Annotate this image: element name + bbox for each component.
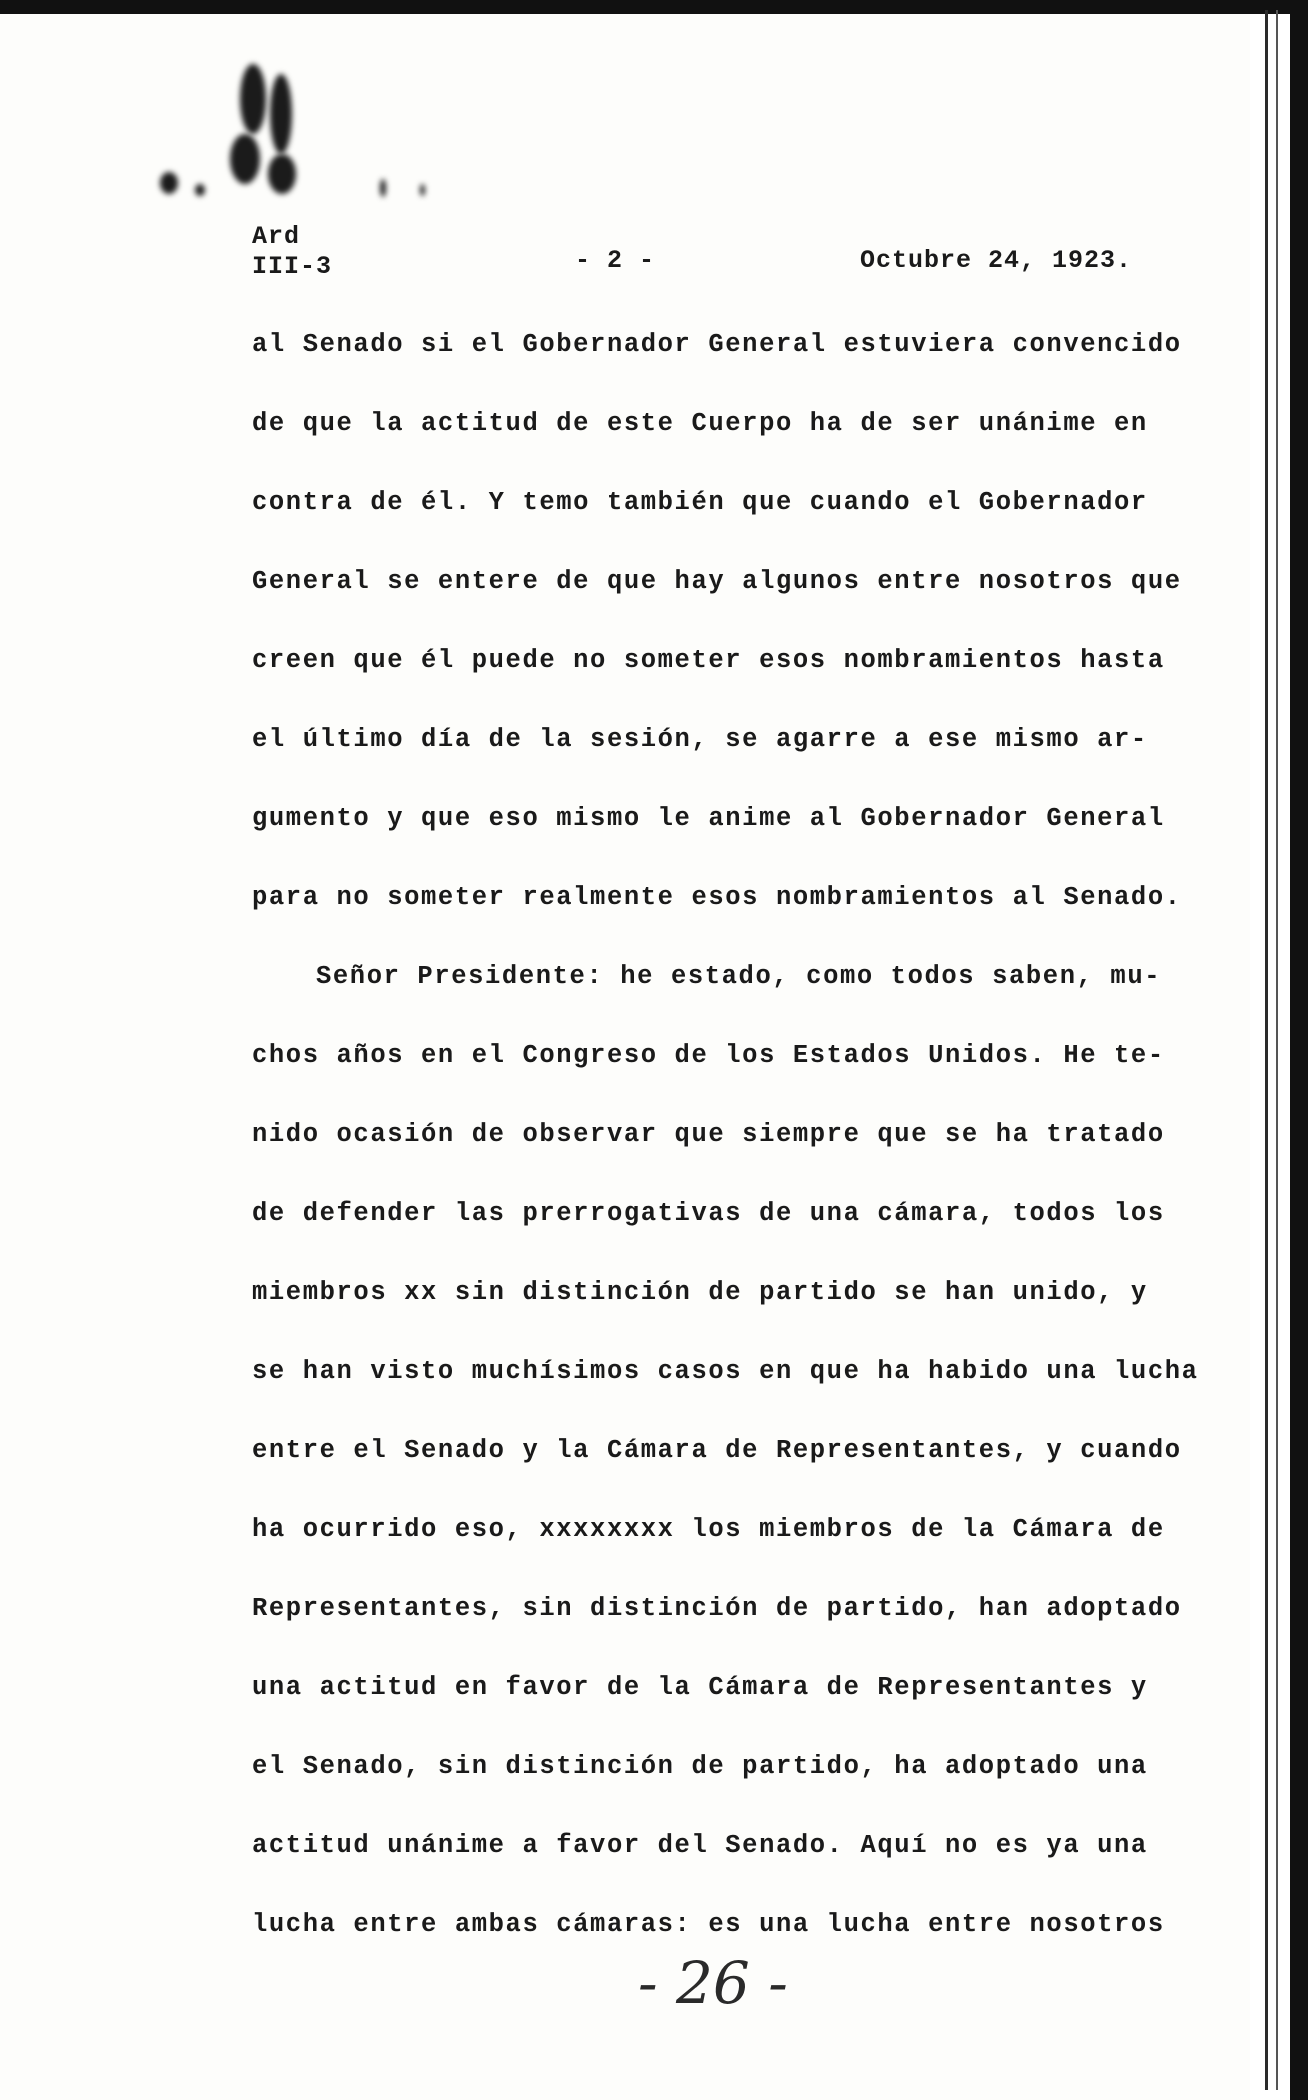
text-line: actitud unánime a favor del Senado. Aquí no es ya una	[252, 1831, 1148, 1860]
text-line: lucha entre ambas cámaras: es una lucha entre nosotros	[252, 1910, 1165, 1939]
text-line: al Senado si el Gobernador General estuviera convencido	[252, 330, 1182, 359]
text-line: contra de él. Y temo también que cuando el Gobernador	[252, 488, 1148, 517]
reference-line-1: Ard	[252, 222, 301, 251]
scan-edge-line	[1276, 10, 1278, 2090]
reference-line-2: III-3	[252, 252, 333, 281]
text-line: gumento y que eso mismo le anime al Gobernador General	[252, 804, 1165, 833]
text-line: Representantes, sin distinción de partido, han adoptado	[252, 1594, 1182, 1623]
text-line: el último día de la sesión, se agarre a ese mismo ar-	[252, 725, 1148, 754]
text-line: el Senado, sin distinción de partido, ha adoptado una	[252, 1752, 1148, 1781]
text-line: ha ocurrido eso, xxxxxxxx los miembros de la Cámara de	[252, 1515, 1165, 1544]
text-line: creen que él puede no someter esos nombramientos hasta	[252, 646, 1165, 675]
text-line: miembros xx sin distinción de partido se han unido, y	[252, 1278, 1148, 1307]
text-line: Señor Presidente: he estado, como todos saben, mu-	[316, 962, 1162, 991]
ink-smudge-stamp	[150, 54, 450, 214]
handwritten-page-number: - 26 -	[638, 1949, 788, 2017]
text-line: General se entere de que hay algunos entre nosotros que	[252, 567, 1182, 596]
text-line: entre el Senado y la Cámara de Representantes, y cuando	[252, 1436, 1182, 1465]
document-date: Octubre 24, 1923.	[860, 246, 1133, 275]
text-line: para no someter realmente esos nombramientos al Senado.	[252, 883, 1182, 912]
document-reference	[252, 222, 332, 282]
document-page	[0, 14, 1250, 2100]
text-line: chos años en el Congreso de los Estados Unidos. He te-	[252, 1041, 1165, 1070]
text-line: nido ocasión de observar que siempre que se ha tratado	[252, 1120, 1165, 1149]
scan-border-top	[0, 0, 1308, 14]
text-line: se han visto muchísimos casos en que ha habido una lucha	[252, 1357, 1199, 1386]
body-text	[252, 324, 1199, 1983]
text-line: una actitud en favor de la Cámara de Representantes y	[252, 1673, 1148, 1702]
page-marker: - 2 -	[575, 246, 656, 275]
text-line: de defender las prerrogativas de una cámara, todos los	[252, 1199, 1165, 1228]
scan-edge-line	[1265, 10, 1268, 2090]
text-line: de que la actitud de este Cuerpo ha de ser unánime en	[252, 409, 1148, 438]
scan-border-right	[1290, 0, 1308, 2100]
